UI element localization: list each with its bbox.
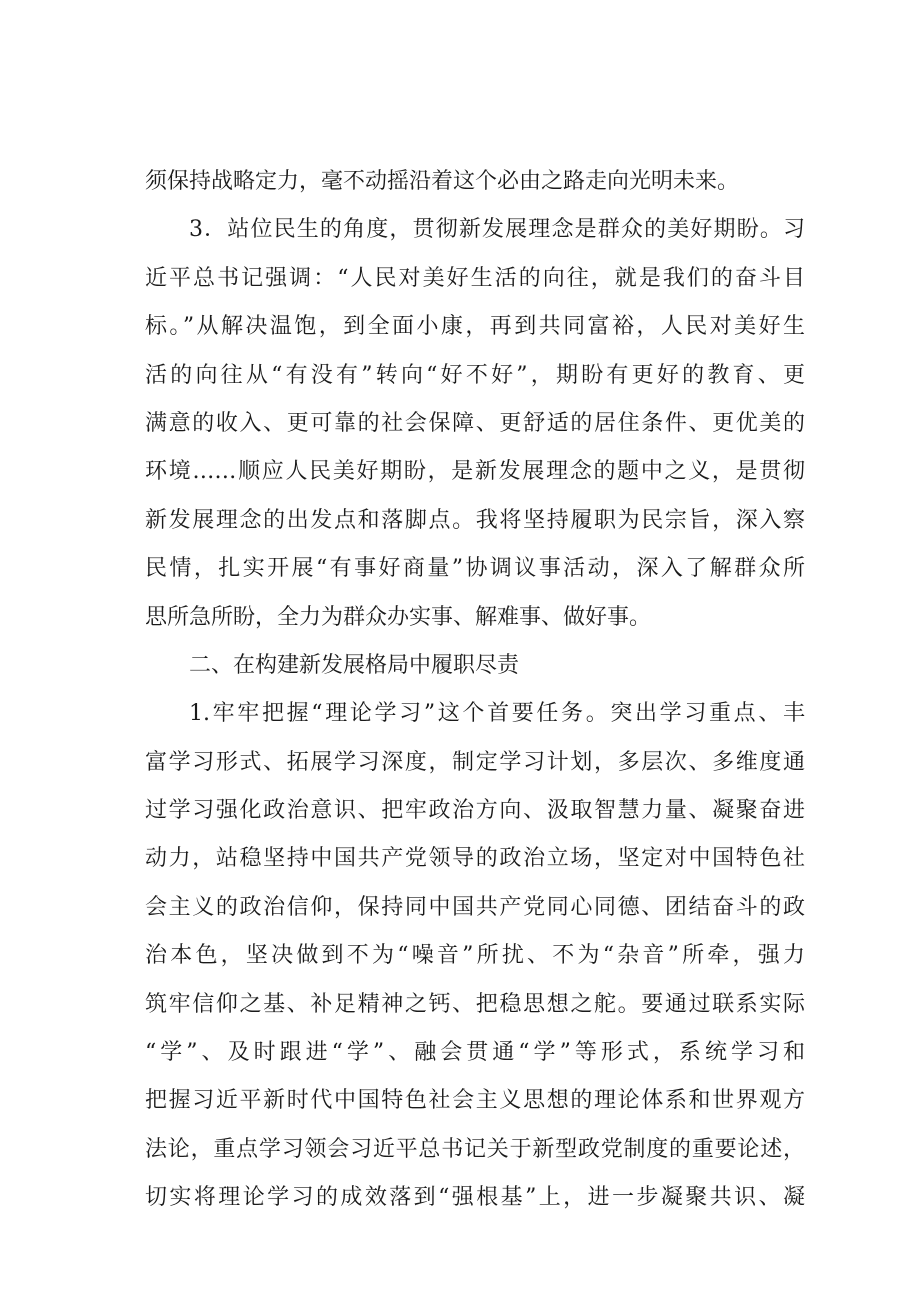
text-line: 近平总书记强调：“人民对美好生活的向往，就是我们的奋斗目 [145, 265, 805, 291]
text-line: 把握习近平新时代中国特色社会主义思想的理论体系和世界观方 [145, 1088, 805, 1114]
text-line: 1.牢牢把握“理论学习”这个首要任务。突出学习重点、丰 [189, 701, 805, 727]
text-line: 切实将理论学习的成效落到“强根基”上，进一步凝聚共识、凝 [145, 1185, 805, 1211]
text-line: 新发展理念的出发点和落脚点。我将坚持履职为民宗旨，深入察 [145, 507, 805, 533]
text-line: 须保持战略定力，毫不动摇沿着这个必由之路走向光明未来。 [145, 169, 740, 194]
text-line: 动力，站稳坚持中国共产党领导的政治立场，坚定对中国特色社 [145, 846, 805, 872]
text-line: 民情，扎实开展“有事好商量”协调议事活动，深入了解群众所 [145, 556, 805, 582]
text-line: 思所急所盼，全力为群众办实事、解难事、做好事。 [145, 604, 652, 630]
text-line: 环境……顺应人民美好期盼，是新发展理念的题中之义，是贯彻 [145, 459, 805, 485]
text-line: 二、在构建新发展格局中履职尽责 [189, 652, 520, 678]
text-line: 富学习形式、拓展学习深度，制定学习计划，多层次、多维度通 [145, 749, 805, 775]
text-line: 3．站位民生的角度，贯彻新发展理念是群众的美好期盼。习 [189, 217, 805, 243]
text-line: “学”、及时跟进“学”、融会贯通“学”等形式，系统学习和 [145, 1040, 805, 1066]
text-line: 会主义的政治信仰，保持同中国共产党同心同德、团结奋斗的政 [145, 894, 805, 920]
document-body [145, 158, 805, 1223]
text-line: 标。”从解决温饱，到全面小康，再到共同富裕，人民对美好生 [145, 314, 805, 340]
text-line: 治本色，坚决做到不为“噪音”所扰、不为“杂音”所牵，强力 [145, 943, 805, 969]
text-line: 筑牢信仰之基、补足精神之钙、把稳思想之舵。要通过联系实际 [145, 991, 805, 1017]
text-line: 满意的收入、更可靠的社会保障、更舒适的居住条件、更优美的 [145, 410, 805, 436]
text-line: 法论，重点学习领会习近平总书记关于新型政党制度的重要论述， [145, 1136, 805, 1162]
text-line: 活的向往从“有没有”转向“好不好”，期盼有更好的教育、更 [145, 362, 805, 388]
text-line: 过学习强化政治意识、把牢政治方向、汲取智慧力量、凝聚奋进 [145, 798, 805, 824]
